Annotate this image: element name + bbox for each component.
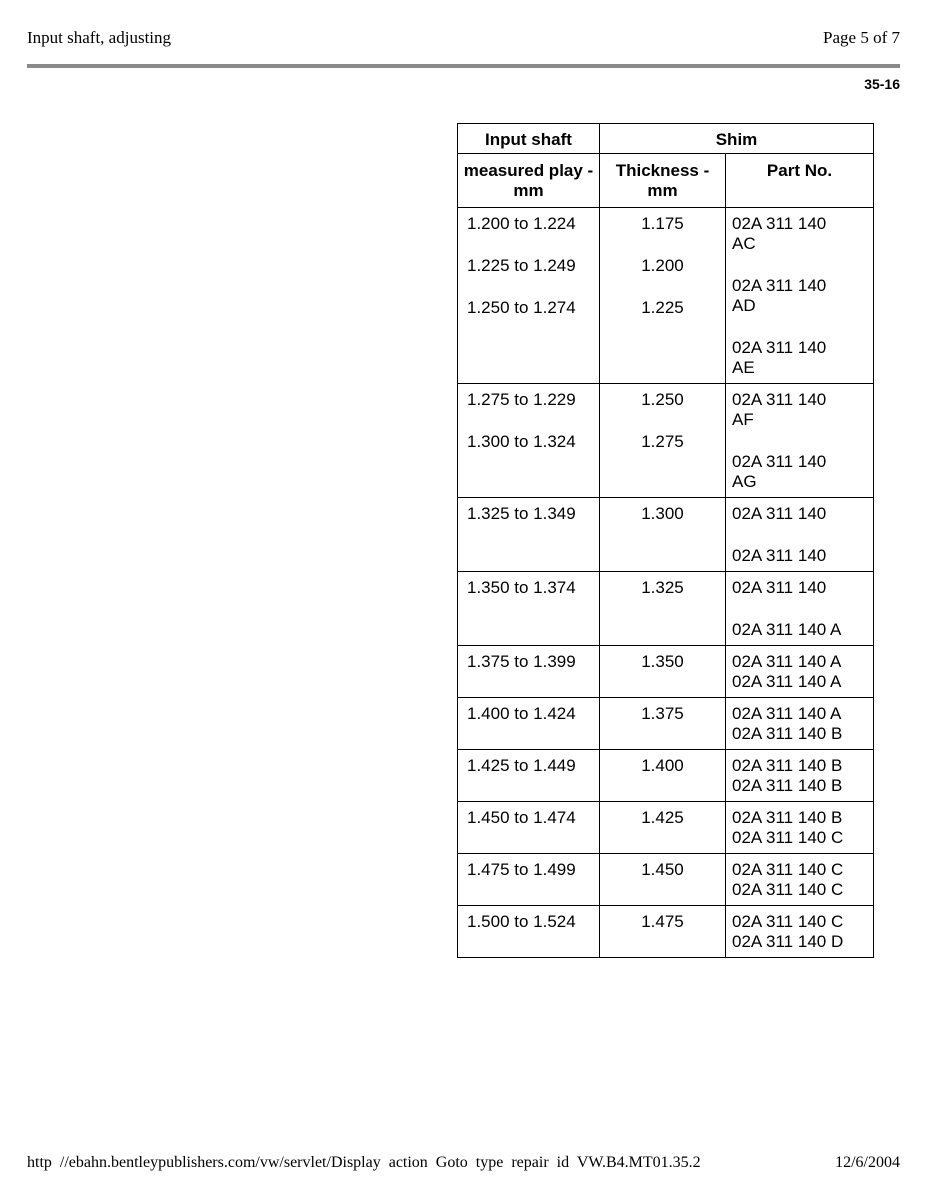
thickness-cell xyxy=(600,698,726,750)
measured-play-cell xyxy=(458,750,600,802)
thickness-value: 1.375 xyxy=(641,704,684,723)
thickness-value: 1.250 xyxy=(641,390,684,409)
header-divider xyxy=(27,64,900,68)
table-row xyxy=(458,854,874,906)
table-row xyxy=(458,750,874,802)
thickness-value: 1.400 xyxy=(641,756,684,775)
thickness-value: 1.225 xyxy=(641,298,684,317)
measured-play-cell xyxy=(458,802,600,854)
thickness-value: 1.300 xyxy=(641,504,684,523)
footer-url: http //ebahn.bentleypublishers.com/vw/servlet/Display action Goto type repair id VW.B4.MT01.35.2 xyxy=(27,1154,701,1171)
table-row xyxy=(458,646,874,698)
header-shim: Shim xyxy=(600,124,874,154)
thickness-cell xyxy=(600,384,726,498)
part-number-cell xyxy=(726,646,874,698)
table-row xyxy=(458,906,874,958)
thickness-cell xyxy=(600,646,726,698)
part-number-value: 02A 311 140 xyxy=(732,504,827,523)
part-number-value: AC xyxy=(732,234,756,253)
measured-play-cell xyxy=(458,384,600,498)
part-number-value: 02A 311 140 C xyxy=(732,912,844,931)
thickness-cell xyxy=(600,572,726,646)
thickness-value: 1.325 xyxy=(641,578,684,597)
measured-play-value: 1.225 to 1.249 xyxy=(467,256,576,275)
table-row xyxy=(458,384,874,498)
part-number-value: 02A 311 140 A xyxy=(732,620,842,639)
table-row xyxy=(458,572,874,646)
part-number-cell xyxy=(726,854,874,906)
thickness-cell xyxy=(600,802,726,854)
table-row xyxy=(458,802,874,854)
part-number-cell xyxy=(726,698,874,750)
thickness-cell xyxy=(600,906,726,958)
part-number-cell xyxy=(726,802,874,854)
section-code: 35-16 xyxy=(864,76,900,92)
measured-play-value: 1.425 to 1.449 xyxy=(467,756,576,775)
table-row xyxy=(458,498,874,572)
header-part-no: Part No. xyxy=(726,154,874,208)
part-number-value: 02A 311 140 xyxy=(732,390,827,409)
part-number-cell xyxy=(726,906,874,958)
part-number-cell xyxy=(726,750,874,802)
part-number-cell xyxy=(726,498,874,572)
measured-play-value: 1.400 to 1.424 xyxy=(467,704,576,723)
measured-play-value: 1.275 to 1.229 xyxy=(467,390,576,409)
thickness-value: 1.275 xyxy=(641,432,684,451)
part-number-value: AD xyxy=(732,296,756,315)
table-row xyxy=(458,208,874,384)
measured-play-cell xyxy=(458,906,600,958)
measured-play-value: 1.300 to 1.324 xyxy=(467,432,576,451)
measured-play-value: 1.450 to 1.474 xyxy=(467,808,576,827)
thickness-value: 1.350 xyxy=(641,652,684,671)
shim-table-body xyxy=(458,208,874,958)
measured-play-cell xyxy=(458,646,600,698)
thickness-cell xyxy=(600,854,726,906)
part-number-value: 02A 311 140 xyxy=(732,214,827,233)
part-number-value: 02A 311 140 xyxy=(732,452,827,471)
thickness-cell xyxy=(600,750,726,802)
measured-play-value: 1.325 to 1.349 xyxy=(467,504,576,523)
measured-play-cell xyxy=(458,854,600,906)
part-number-value: AG xyxy=(732,472,757,491)
thickness-value: 1.200 xyxy=(641,256,684,275)
part-number-value: 02A 311 140 A xyxy=(732,672,842,691)
measured-play-value: 1.250 to 1.274 xyxy=(467,298,576,317)
measured-play-value: 1.375 to 1.399 xyxy=(467,652,576,671)
part-number-value: 02A 311 140 C xyxy=(732,880,844,899)
part-number-cell xyxy=(726,384,874,498)
thickness-cell xyxy=(600,498,726,572)
part-number-cell xyxy=(726,208,874,384)
part-number-value: AF xyxy=(732,410,754,429)
thickness-value: 1.175 xyxy=(641,214,684,233)
measured-play-cell xyxy=(458,572,600,646)
page-title: Input shaft, adjusting xyxy=(27,28,172,47)
table-row xyxy=(458,698,874,750)
measured-play-value: 1.475 to 1.499 xyxy=(467,860,576,879)
measured-play-cell xyxy=(458,698,600,750)
measured-play-cell xyxy=(458,208,600,384)
part-number-value: AE xyxy=(732,358,755,377)
part-number-value: 02A 311 140 xyxy=(732,338,827,357)
header-input-shaft: Input shaft xyxy=(458,124,600,154)
part-number-value: 02A 311 140 C xyxy=(732,828,844,847)
part-number-value: 02A 311 140 C xyxy=(732,860,844,879)
measured-play-value: 1.500 to 1.524 xyxy=(467,912,576,931)
footer-date: 12/6/2004 xyxy=(835,1154,900,1171)
part-number-value: 02A 311 140 A xyxy=(732,652,842,671)
part-number-value: 02A 311 140 B xyxy=(732,808,843,827)
thickness-value: 1.450 xyxy=(641,860,684,879)
part-number-value: 02A 311 140 B xyxy=(732,776,843,795)
part-number-value: 02A 311 140 A xyxy=(732,704,842,723)
header-measured-play: measured play - mm xyxy=(458,154,600,208)
part-number-value: 02A 311 140 D xyxy=(732,932,844,951)
shim-table xyxy=(457,123,874,958)
part-number-value: 02A 311 140 xyxy=(732,578,827,597)
part-number-value: 02A 311 140 B xyxy=(732,724,843,743)
part-number-value: 02A 311 140 xyxy=(732,276,827,295)
measured-play-cell xyxy=(458,498,600,572)
part-number-value: 02A 311 140 xyxy=(732,546,827,565)
measured-play-value: 1.350 to 1.374 xyxy=(467,578,576,597)
header-thickness: Thickness - mm xyxy=(600,154,726,208)
part-number-cell xyxy=(726,572,874,646)
page-number: Page 5 of 7 xyxy=(823,28,900,47)
part-number-value: 02A 311 140 B xyxy=(732,756,843,775)
measured-play-value: 1.200 to 1.224 xyxy=(467,214,576,233)
thickness-value: 1.475 xyxy=(641,912,684,931)
thickness-value: 1.425 xyxy=(641,808,684,827)
thickness-cell xyxy=(600,208,726,384)
